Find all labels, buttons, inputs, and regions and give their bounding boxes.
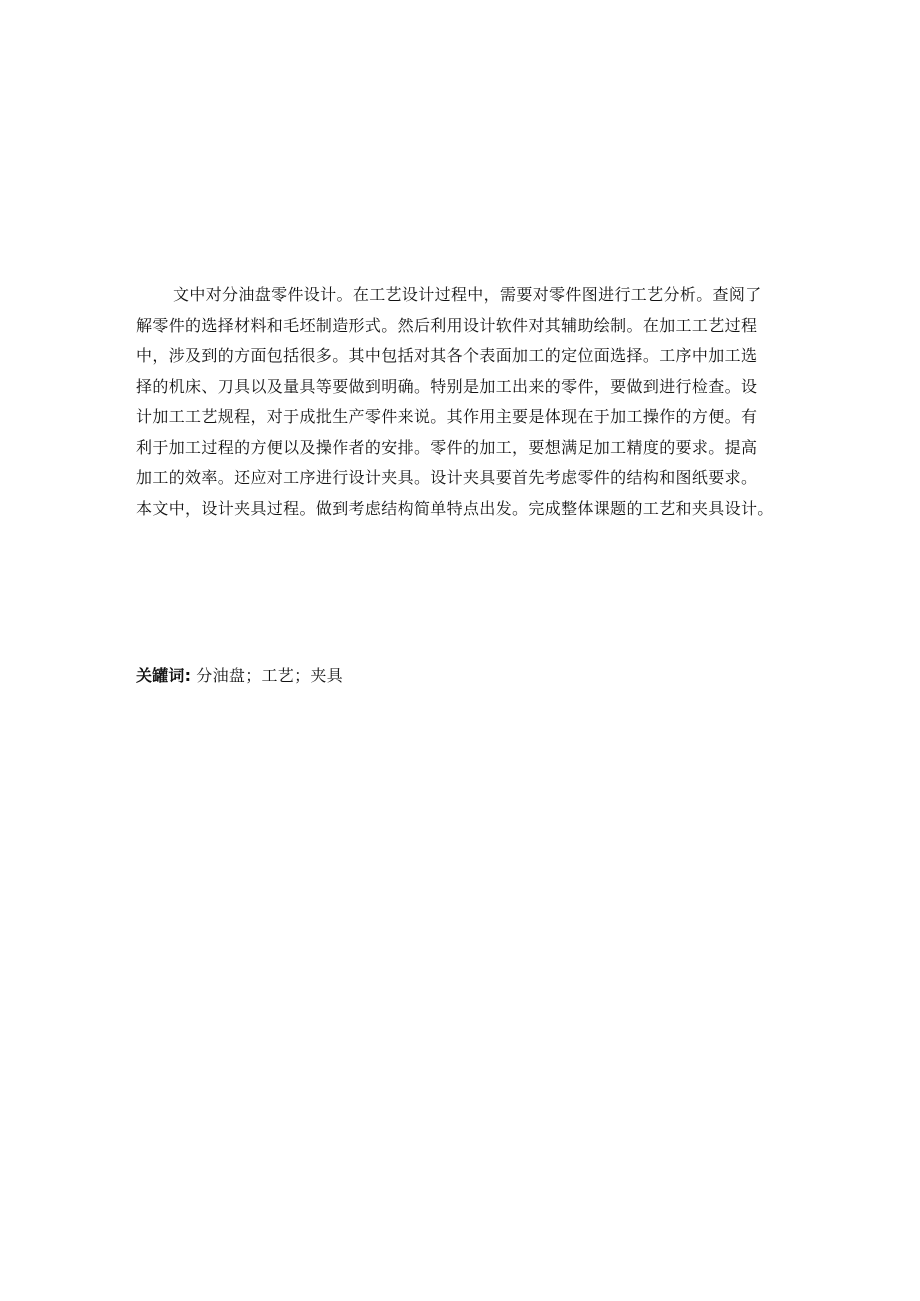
abstract-line: 加工的效率。还应对工序进行设计夹具。设计夹具要首先考虑零件的结构和图纸要求。 xyxy=(136,468,758,487)
keywords-value: 分油盘；工艺；夹具 xyxy=(196,666,343,685)
abstract-line: 本文中，设计夹具过程。做到考虑结构简单特点出发。完成整体课题的工艺和夹具设计。 xyxy=(136,498,774,518)
abstract-line: 文中对分油盘零件设计。在工艺设计过程中，需要对零件图进行工艺分析。查阅了 xyxy=(173,285,762,304)
abstract-paragraph xyxy=(136,280,790,524)
keywords-line xyxy=(136,664,343,688)
keywords-label: 关罐词: xyxy=(136,666,192,685)
abstract-line: 中，涉及到的方面包括很多。其中包括对其各个表面加工的定位面选择。工序中加工选 xyxy=(136,346,758,365)
abstract-line: 计加工工艺规程，对于成批生产零件来说。其作用主要是体现在于加工操作的方便。有 xyxy=(136,407,758,426)
abstract-line: 择的机床、刀具以及量具等要做到明确。特别是加工出来的零件，要做到进行检查。设 xyxy=(136,376,758,396)
abstract-line: 解零件的选择材料和毛坯制造形式。然后利用设计软件对其辅助绘制。在加工工艺过程 xyxy=(136,315,758,335)
abstract-line: 利于加工过程的方便以及操作者的安排。零件的加工，要想满足加工精度的要求。提高 xyxy=(136,437,758,457)
